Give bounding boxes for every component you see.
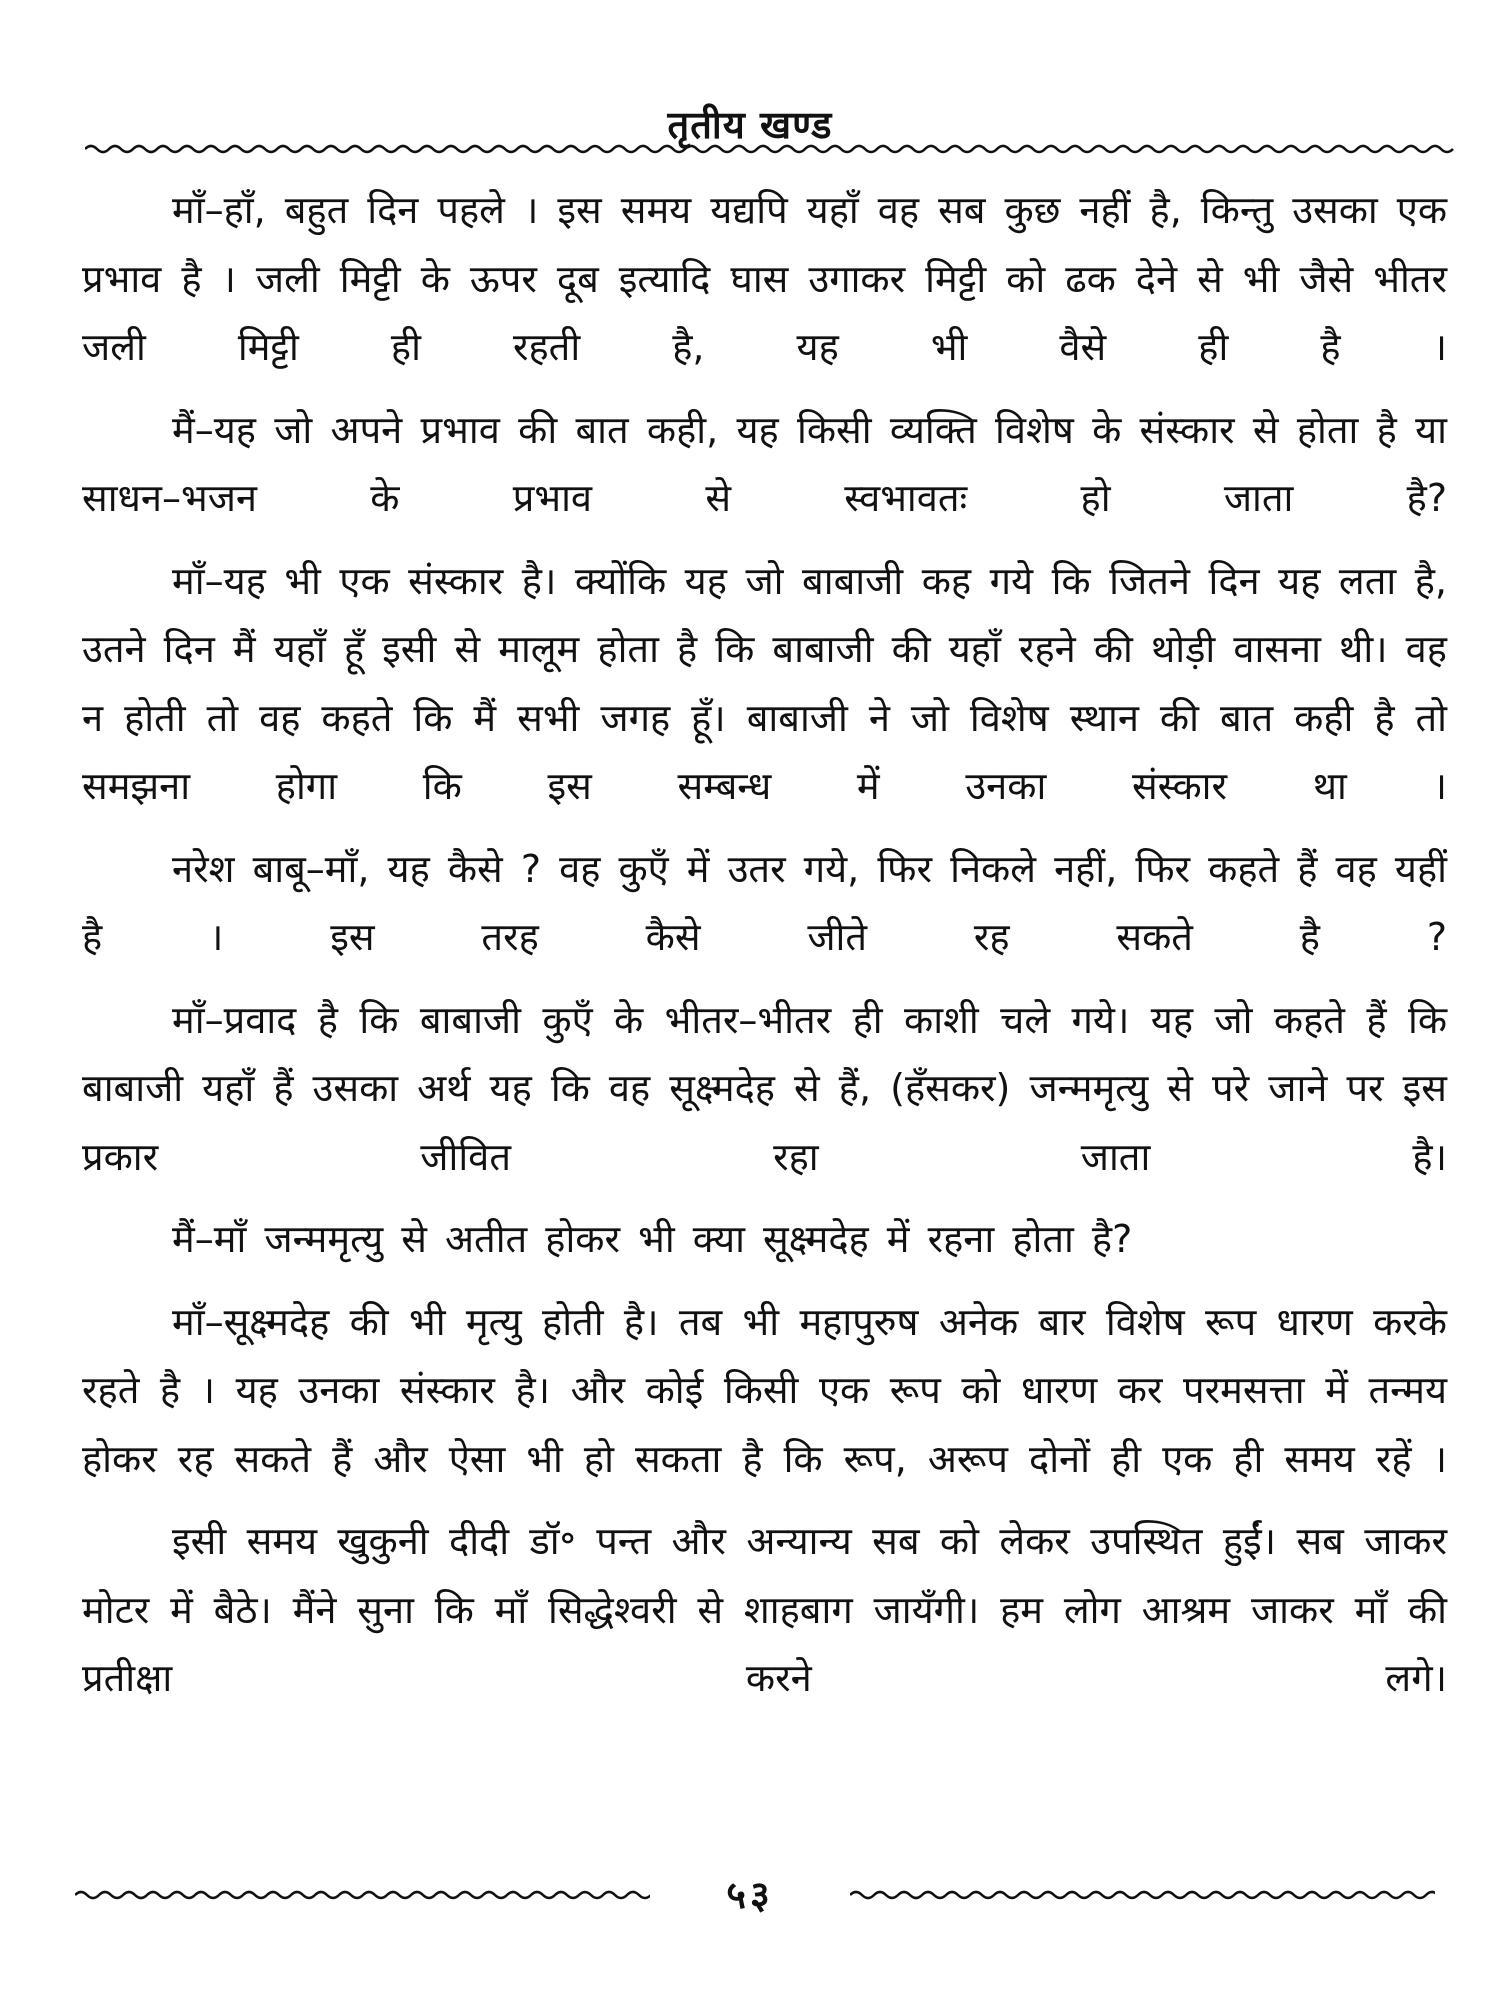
paragraph-1: माँ–हाँ, बहुत दिन पहले । इस समय यद्यपि यहाँ वह सब कुछ नहीं है, किन्तु उसका एक प्रभाव है । जली मिट्टी के ऊपर दूब इत्यादि घास उगाकर मिट्टी को ढक देने से भी जैसे भीतर जली मिट्टी ही रहती है, यह भी वैसे ही है ।	[82, 188, 1447, 369]
header-wavy-rule	[85, 140, 1455, 158]
body-text	[82, 176, 1447, 1727]
paragraph-5: माँ–प्रवाद है कि बाबाजी कुएँ के भीतर–भीतर ही काशी चले गये। यह जो कहते हैं कि बाबाजी यहाँ हैं उसका अर्थ यह कि वह सूक्ष्मदेह से हैं, (हँसकर) जन्ममृत्यु से परे जाने पर इस प्रकार जीवित रहा जाता है।	[82, 997, 1447, 1179]
paragraph-6: मैं–माँ जन्ममृत्यु से अतीत होकर भी क्या सूक्ष्मदेह में रहना होता है?	[172, 1217, 1133, 1261]
paragraph-8: इसी समय खुकुनी दीदी डॉ॰ पन्त और अन्यान्य सब को लेकर उपस्थित हुईं। सब जाकर मोटर में बैठे। मैंने सुना कि माँ सिद्धेश्वरी से शाहबाग जायँगी। हम लोग आश्रम जाकर माँ की प्रतीक्षा करने लगे।	[82, 1519, 1447, 1700]
paragraph-4: नरेश बाबू–माँ, यह कैसे ? वह कुएँ में उतर गये, फिर निकले नहीं, फिर कहते हैं वह यहीं है । इस तरह कैसे जीते रह सकते है ?	[82, 846, 1447, 959]
running-header: तृतीय खण्ड	[667, 103, 833, 147]
paragraph-7: माँ–सूक्ष्मदेह की भी मृत्यु होती है। तब भी महापुरुष अनेक बार विशेष रूप धारण करके रहते है । यह उनका संस्कार है। और कोई किसी एक रूप को धारण कर परमसत्ता में तन्मय होकर रह सकते हैं और ऐसा भी हो सकता है कि रूप, अरूप दोनों ही एक ही समय रहें ।	[82, 1299, 1447, 1481]
paragraph-2: मैं–यह जो अपने प्रभाव की बात कही, यह किसी व्यक्ति विशेष के संस्कार से होता है या साधन–भजन के प्रभाव से स्वभावतः हो जाता है?	[82, 407, 1447, 520]
paragraph-3: माँ–यह भी एक संस्कार है। क्योंकि यह जो बाबाजी कह गये कि जितने दिन यह लता है, उतने दिन मैं यहाँ हूँ इसी से मालूम होता है कि बाबाजी की यहाँ रहने की थोड़ी वासना थी। वह न होती तो वह कहते कि मैं सभी जगह हूँ। बाबाजी ने जो विशेष स्थान की बात कही है तो समझना होगा कि इस सम्बन्ध में उनका संस्कार था ।	[82, 558, 1447, 808]
page-number: ५३	[726, 1873, 774, 1917]
footer-wavy-rule-right	[850, 1886, 1435, 1904]
